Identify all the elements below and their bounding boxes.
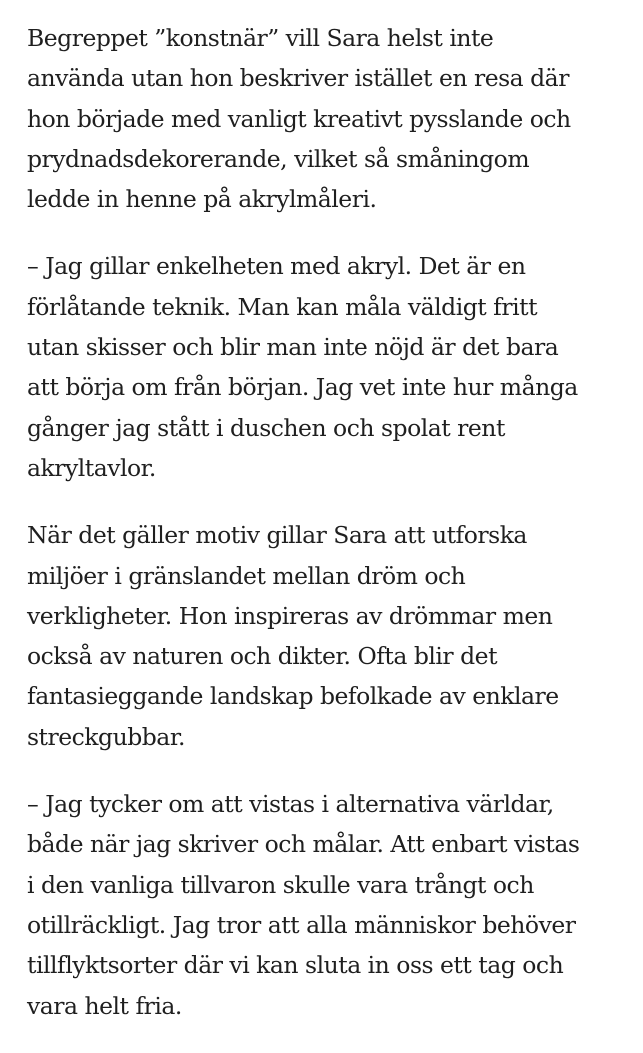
text-line: utan skisser och blir man inte nöjd är det bara	[27, 333, 559, 362]
text-line: gånger jag stått i duschen och spolat rent	[27, 413, 505, 442]
text-line: vara helt fria.	[27, 991, 182, 1020]
paragraph-motifs	[27, 515, 627, 757]
text-line: otillräckligt. Jag tror att alla människor behöver	[27, 910, 576, 939]
text-line: prydnadsdekorerande, vilket så småningom	[27, 144, 530, 173]
text-line: att börja om från början. Jag vet inte hur många	[27, 373, 578, 402]
text-line: fantasieggande landskap befolkade av enklare	[27, 682, 559, 711]
text-line: ledde in henne på akrylmåleri.	[27, 185, 377, 214]
text-line: – Jag gillar enkelheten med akryl. Det är en	[27, 252, 526, 281]
text-line: hon började med vanligt kreativt pysslande och	[27, 104, 571, 133]
text-line: miljöer i gränslandet mellan dröm och	[27, 561, 466, 590]
paragraph-intro	[27, 18, 627, 219]
text-line: streckgubbar.	[27, 722, 185, 751]
text-line: akryltavlor.	[27, 453, 156, 482]
text-line: både när jag skriver och målar. Att enbart vistas	[27, 830, 580, 859]
text-line: När det gäller motiv gillar Sara att utforska	[27, 521, 527, 550]
paragraph-quote-acrylic	[27, 246, 627, 488]
article-body	[27, 18, 627, 1053]
text-line: använda utan hon beskriver istället en resa där	[27, 64, 569, 93]
text-line: tillflyktsorter där vi kan sluta in oss ett tag och	[27, 951, 564, 980]
text-line: i den vanliga tillvaron skulle vara trångt och	[27, 870, 534, 899]
text-line: Begreppet ”konstnär” vill Sara helst inte	[27, 24, 494, 52]
text-line: verkligheter. Hon inspireras av drömmar men	[27, 601, 553, 630]
text-line: – Jag tycker om att vistas i alternativa världar,	[27, 790, 554, 819]
text-line: förlåtande teknik. Man kan måla väldigt fritt	[27, 292, 538, 321]
paragraph-quote-worlds	[27, 784, 627, 1026]
text-line: också av naturen och dikter. Ofta blir det	[27, 642, 498, 671]
